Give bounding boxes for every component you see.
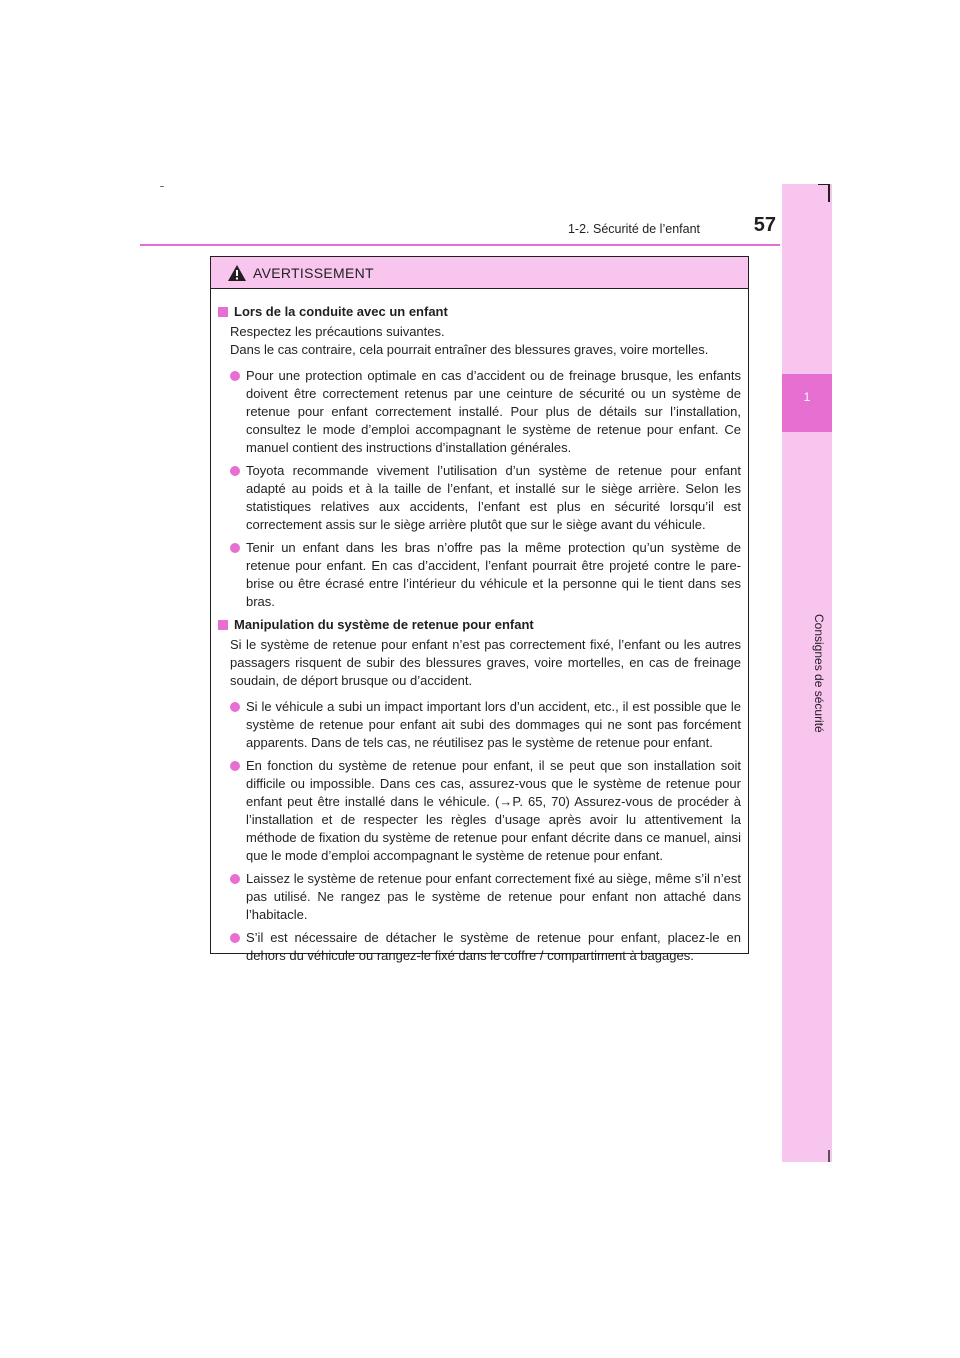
crop-mark-top — [828, 184, 830, 202]
bullet-item — [218, 539, 741, 611]
bullet-item — [218, 929, 741, 965]
bullet-text: Tenir un enfant dans les bras n’offre pas la même protection qu’un système de retenue pour enfant. En cas d’accident, l’enfant pourrait être projeté contre le pare-brise ou être écrasé entre l’intérieur du véhicule et la personne qui le tient dans ses bras. — [246, 540, 741, 609]
bullet-dot-icon — [230, 761, 240, 771]
warning-content — [211, 289, 748, 965]
chapter-number-tab — [782, 374, 832, 432]
section-heading — [218, 616, 741, 634]
section-heading — [218, 303, 741, 321]
page-number: 57 — [753, 214, 776, 236]
bullet-dot-icon — [230, 933, 240, 943]
crop-mark-bottom — [828, 1150, 830, 1162]
bullet-text: Laissez le système de retenue pour enfant correctement fixé au siège, même s’il n’est pas utilisé. Ne rangez pas le système de retenue pour enfant non attaché dans l’habitacle. — [246, 871, 741, 922]
bullet-text: En fonction du système de retenue pour enfant, il se peut que son installation soit difficile ou impossible. Dans ces cas, assurez-vous que le système de retenue pour enfant peut être installé dans le véhicule. (→P. 65, 70) Assurez-vous de procéder à l’installation et de respecter les règles d’usage après avoir lu attentivement la méthode de fixation du système de retenue pour enfant décrite dans ce manuel, ainsi que le mode d’emploi accompagnant le système de retenue pour enfant. — [246, 758, 741, 863]
corner-mark — [160, 186, 164, 187]
bullet-text: Si le véhicule a subi un impact important lors d’un accident, etc., il est possible que le système de retenue pour enfant ait subi des dommages qui ne sont pas forcément apparents. Dans de tels cas, ne réutilisez pas le système de retenue pour enfant. — [246, 699, 741, 750]
crop-mark-top-horizontal — [818, 184, 830, 185]
warning-header — [211, 257, 748, 289]
bullet-item — [218, 870, 741, 924]
bullet-dot-icon — [230, 874, 240, 884]
bullet-text: Toyota recommande vivement l’utilisation d’un système de retenue pour enfant adapté au poids et à la taille de l’enfant, et installé sur le siège arrière. Selon les statistiques relatives aux accidents, l’enfant est plus en sécurité lorsqu’il est correctement assis sur le siège arrière plutôt que sur le siège avant du véhicule. — [246, 463, 741, 532]
bullet-dot-icon — [230, 371, 240, 381]
warning-title: AVERTISSEMENT — [253, 264, 374, 281]
chapter-number: 1 — [803, 390, 811, 404]
header-rule — [140, 244, 780, 246]
section-label: 1-2. Sécurité de l’enfant — [567, 222, 700, 236]
warning-triangle-icon — [227, 264, 247, 282]
section-heading-text: Manipulation du système de retenue pour enfant — [234, 617, 534, 632]
warning-box — [210, 256, 749, 963]
chapter-side-tab — [782, 184, 832, 1162]
paragraph: Dans le cas contraire, cela pourrait entraîner des blessures graves, voire mortelles. — [230, 342, 709, 357]
bullet-dot-icon — [230, 466, 240, 476]
chapter-title: Consignes de sécurité — [812, 614, 826, 733]
bullet-dot-icon — [230, 702, 240, 712]
bullet-item — [218, 698, 741, 752]
bullet-item — [218, 757, 741, 865]
section-heading-text: Lors de la conduite avec un enfant — [234, 304, 448, 319]
paragraph: Si le système de retenue pour enfant n’est pas correctement fixé, l’enfant ou les autres passagers risquent de subir des blessures graves, voire mortelles, en cas de freinage soudain, de déport brusque ou d’accident. — [230, 637, 741, 688]
bullet-text: S’il est nécessaire de détacher le système de retenue pour enfant, placez-le en dehors du véhicule ou rangez-le fixé dans le coffre / compartiment à bagages. — [246, 930, 741, 963]
paragraph: Respectez les précautions suivantes. — [230, 324, 445, 339]
bullet-text: Pour une protection optimale en cas d’accident ou de freinage brusque, les enfants doivent être correctement retenus par une ceinture de sécurité ou un système de retenue pour enfant correctement installé. Pour plus de détails sur l’installation, consultez le mode d’emploi accompagnant le système de retenue pour enfant. Ce manuel contient des instructions d’installation générales. — [246, 368, 741, 455]
square-bullet-icon — [218, 620, 228, 630]
bullet-item — [218, 462, 741, 534]
bullet-item — [218, 367, 741, 457]
square-bullet-icon — [218, 307, 228, 317]
bullet-dot-icon — [230, 543, 240, 553]
